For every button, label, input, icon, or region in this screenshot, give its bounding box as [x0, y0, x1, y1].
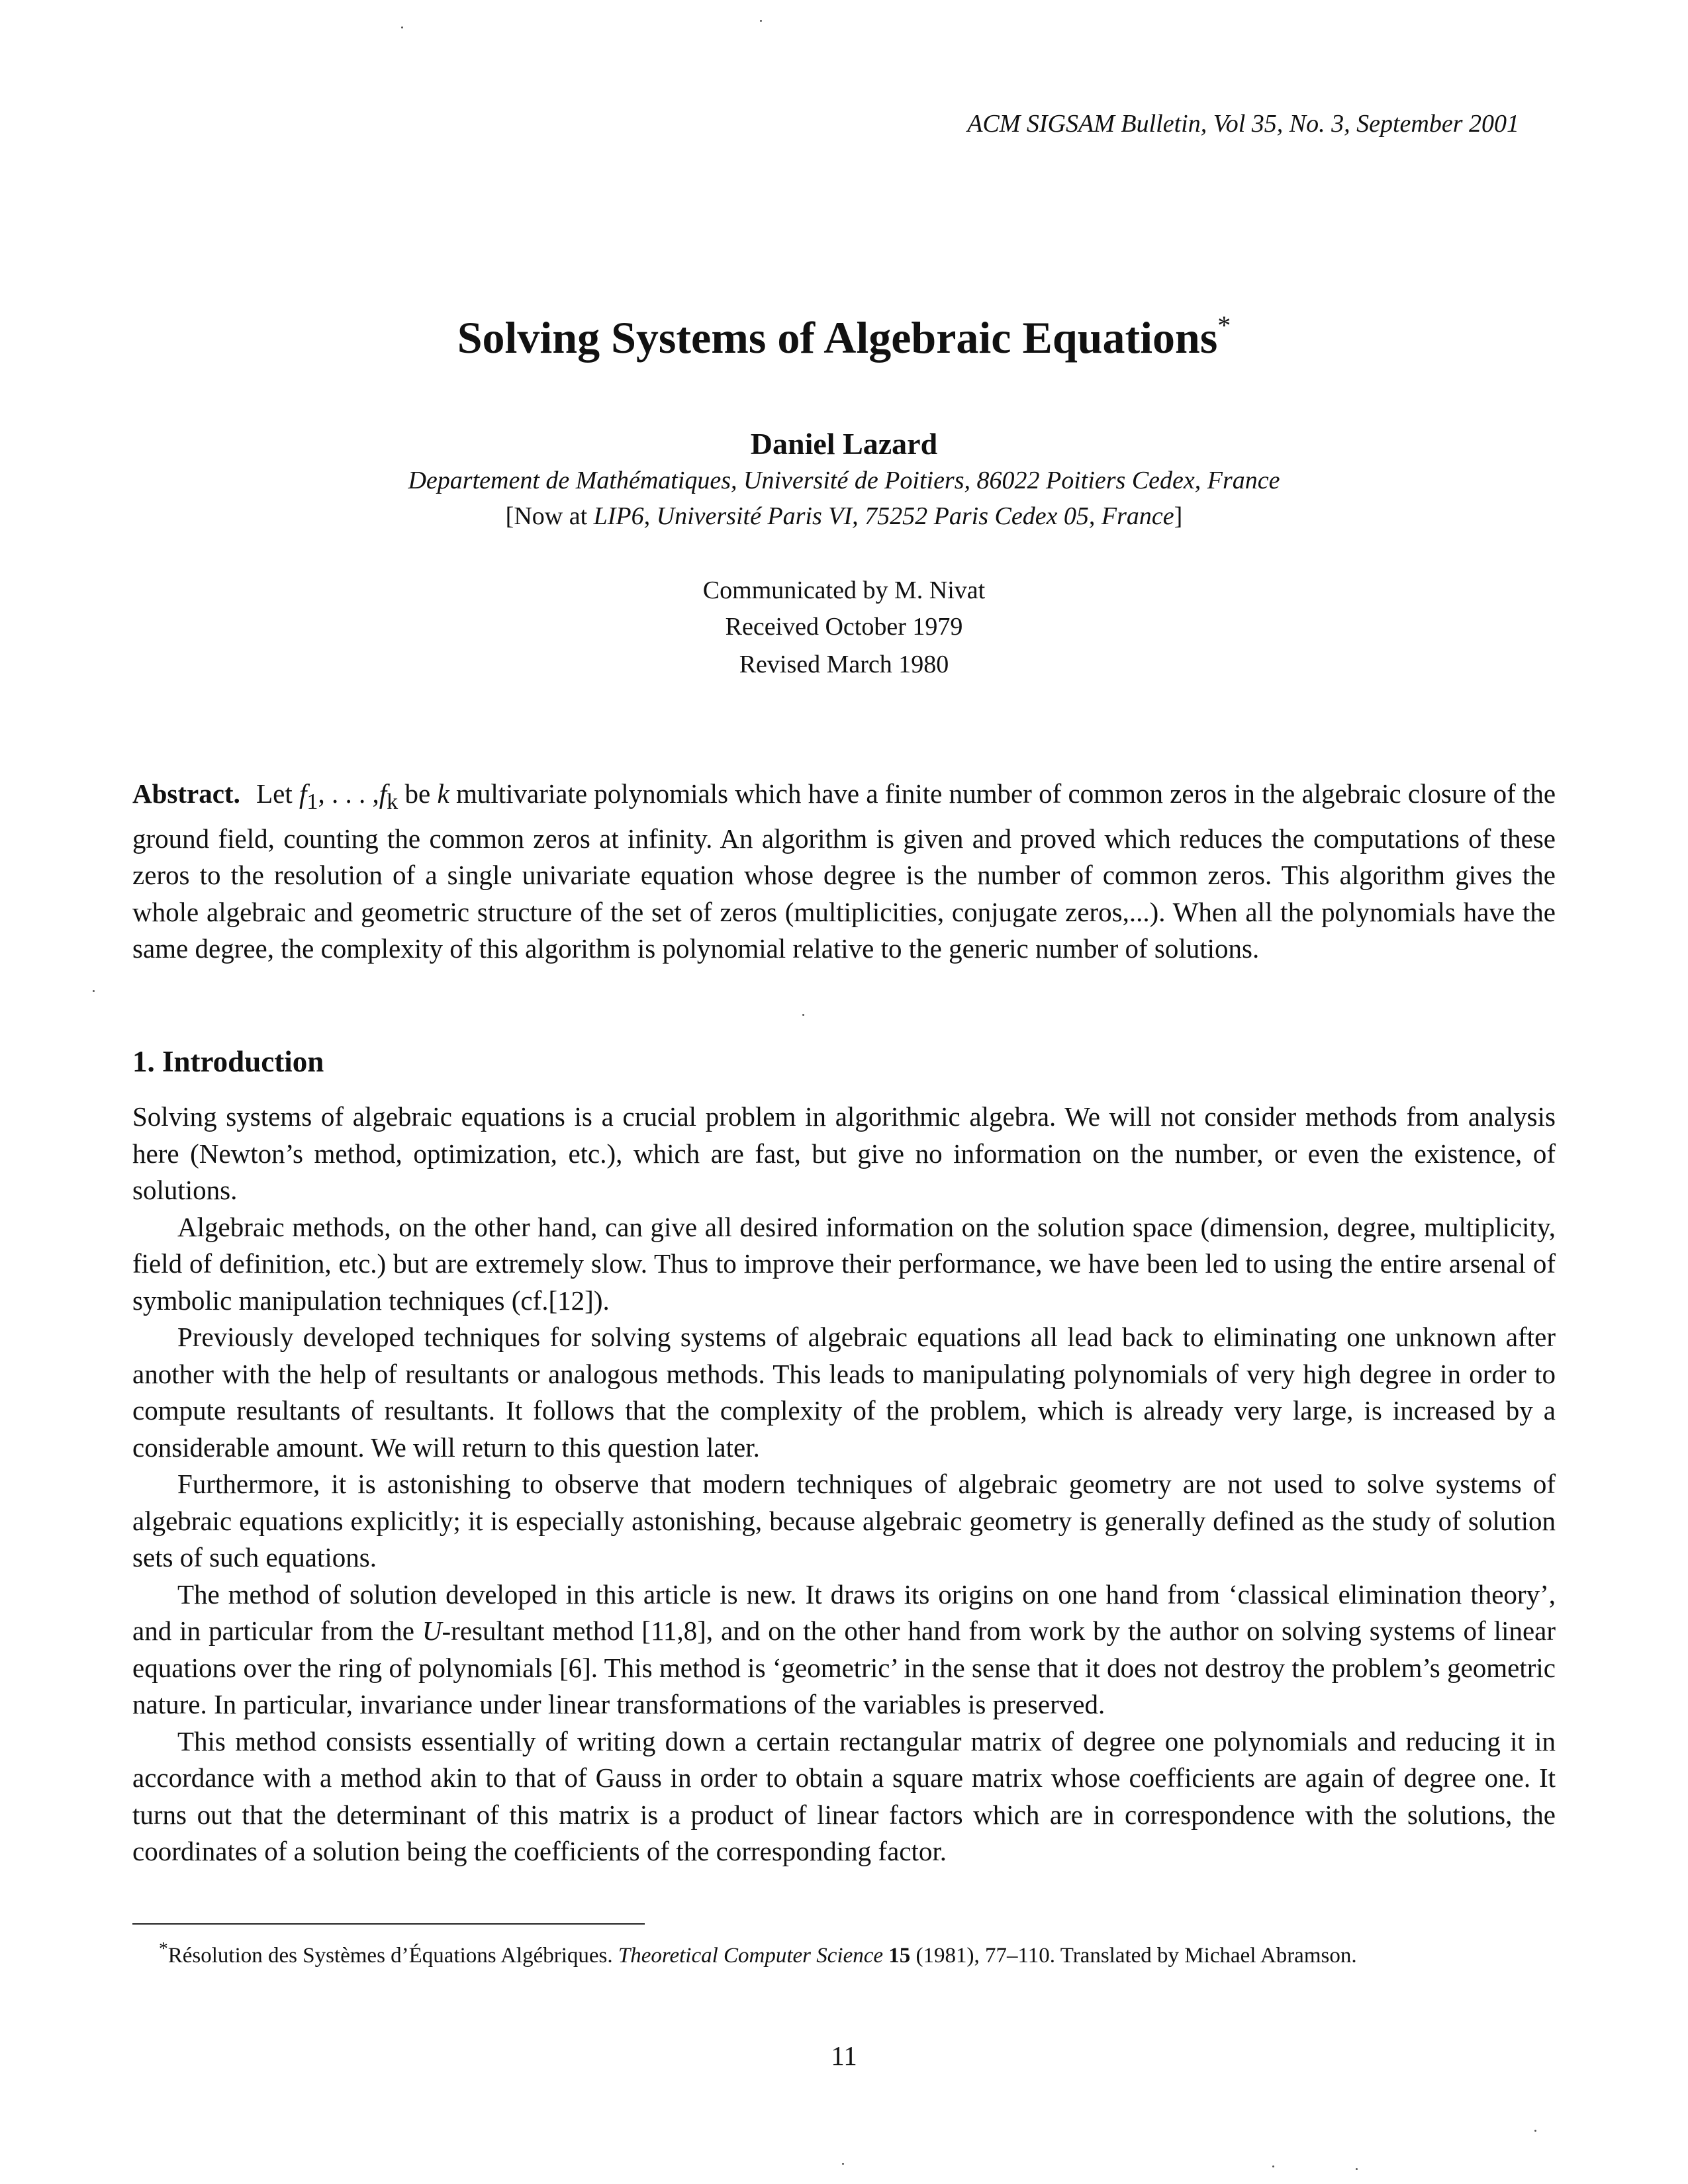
introduction-body: [132, 1099, 1556, 1870]
scan-speck: [401, 26, 403, 28]
scan-speck: [1356, 2168, 1358, 2170]
section-heading: 1. Introduction: [132, 1045, 324, 1078]
abstract-be: be: [404, 778, 431, 809]
math-k: k: [437, 778, 449, 809]
math-sub-k: k: [387, 790, 399, 815]
scan-speck: [1272, 2165, 1274, 2167]
paragraph-part: -resultant method [11,8], and on the other hand from work by the author on solving systems of linear equations over the ring of polynomials [6]. This method is ‘geometric’ in the sense that it does not destroy the problem’s geometric nature. In particular, invariance under linear transformations of the variables is preserved.: [132, 1615, 1556, 1719]
scan-speck: [842, 2163, 844, 2165]
scan-speck: [802, 1014, 804, 1016]
current-affiliation-text: LIP6, Université Paris VI, 75252 Paris Cedex 05, France: [593, 502, 1174, 530]
footnote: [159, 1934, 1556, 1970]
math-u: U: [422, 1615, 442, 1646]
paragraph-part: The method of solution developed in this article is new. It draws its origins on one hand from ‘classical elimination theory’, and in particular from the: [132, 1578, 1556, 1646]
abstract: [132, 776, 1556, 968]
revised-date: Revised March 1980: [739, 651, 949, 678]
running-head: ACM SIGSAM Bulletin, Vol 35, No. 3, September 2001: [967, 110, 1519, 138]
math-ellipsis: , . . . ,: [318, 778, 379, 809]
paper-title: [0, 310, 1688, 364]
paragraph: [132, 1576, 1556, 1723]
paragraph: This method consists essentially of writing down a certain rectangular matrix of degree one polynomials and reducing it in accordance with a method akin to that of Gauss in order to obtain a square matrix whose coefficients are again of degree one. It turns out that the determinant of this matrix is a product of linear factors which are in correspondence with the solutions, the coordinates of a solution being the coefficients of the corresponding factor.: [132, 1725, 1556, 1866]
paragraph: Furthermore, it is astonishing to observe that modern techniques of algebraic geometry are not used to solve systems of algebraic equations explicitly; it is especially astonishing, because algebraic geometry is generally defined as the study of solution sets of such equations.: [132, 1469, 1556, 1572]
scan-speck: [93, 990, 95, 992]
author-name: Daniel Lazard: [750, 427, 938, 461]
footnote-text: Résolution des Systèmes d’Équations Algébriques.: [167, 1944, 613, 1968]
paragraph: Previously developed techniques for solving systems of algebraic equations all lead back to eliminating one unknown after another with the help of resultants or analogous methods. This leads to manipulating polynomials of very high degree in order to compute resultants of resultants. It follows that the complexity of the problem, which is already very large, is increased by a considerable amount. We will return to this question later.: [132, 1322, 1556, 1463]
page-number: 11: [831, 2040, 857, 2071]
math-sub-1: 1: [306, 790, 318, 815]
current-affiliation: [0, 502, 1688, 531]
footnote-journal: Theoretical Computer Science: [618, 1944, 884, 1968]
abstract-label: Abstract.: [132, 778, 240, 809]
scan-speck: [1534, 2130, 1536, 2132]
paragraph: Solving systems of algebraic equations is a crucial problem in algorithmic algebra. We will not consider methods from analysis here (Newton’s method, optimization, etc.), which are fast, but give no information on the number, or even the existence, of solutions.: [132, 1101, 1556, 1205]
scan-speck: [760, 20, 762, 22]
title-text: Solving Systems of Algebraic Equations: [457, 312, 1218, 363]
math-f: f: [379, 778, 387, 809]
footnote-text: (1981), 77–110. Translated by Michael Abramson.: [915, 1944, 1357, 1968]
paragraph: Algebraic methods, on the other hand, can give all desired information on the solution space (dimension, degree, multiplicity, field of definition, etc.) but are extremely slow. Thus to improve their performance, we have been led to using the entire arsenal of symbolic manipulation techniques (cf.[12]).: [132, 1211, 1556, 1316]
communicated-by: Communicated by M. Nivat: [702, 576, 986, 604]
abstract-lead: Let: [256, 778, 293, 809]
footnote-mark: *: [159, 1938, 168, 1958]
footnote-volume: 15: [888, 1944, 911, 1968]
math-f: f: [299, 778, 307, 809]
footnote-rule: [132, 1923, 645, 1925]
current-affiliation-suffix: ]: [1174, 502, 1183, 530]
abstract-body: multivariate polynomials which have a finite number of common zeros in the algebraic closure of the ground field, counting the common zeros at infinity. An algorithm is given and proved which reduces the computations of these zeros to the resolution of a single univariate equation whose degree is the number of common zeros. This algorithm gives the whole algebraic and geometric structure of the set of zeros (multiplicities, conjugate zeros,...). When all the polynomials have the same degree, the complexity of this algorithm is polynomial relative to the generic number of solutions.: [132, 778, 1556, 964]
affiliation: Departement de Mathématiques, Université de Poitiers, 86022 Poitiers Cedex, France: [408, 467, 1280, 494]
title-footnote-mark: *: [1217, 310, 1231, 340]
received-date: Received October 1979: [725, 613, 963, 641]
current-affiliation-prefix: [Now at: [505, 502, 594, 530]
